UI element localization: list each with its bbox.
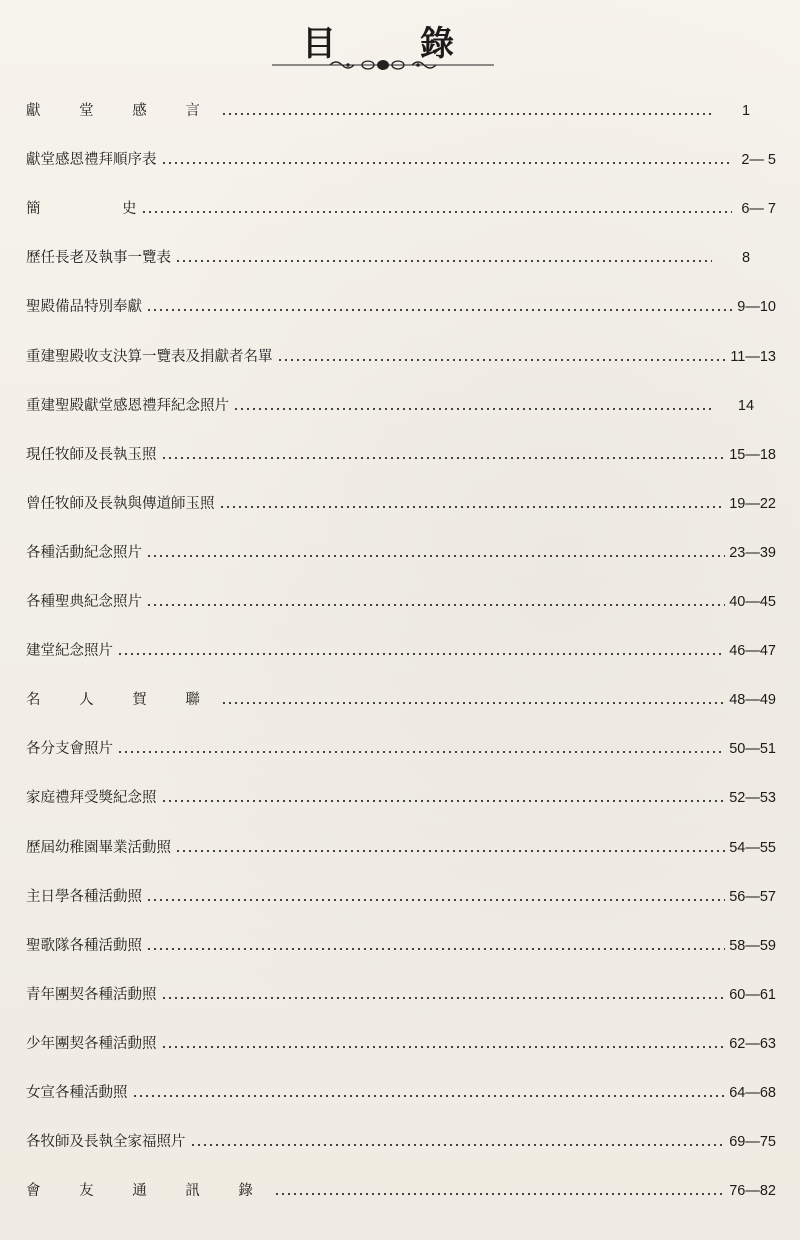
toc-leader-dots — [161, 799, 726, 803]
toc-leader-dots — [221, 701, 725, 705]
toc-leader-dots — [146, 898, 725, 902]
toc-entry-pages: 56—57 — [729, 888, 776, 905]
toc-entry-title: 會 友 通 訊 錄 — [26, 1183, 270, 1200]
toc-leader-dots — [190, 1143, 726, 1147]
toc-entry-title: 聖殿備品特別奉獻 — [26, 299, 142, 316]
toc-entry-pages: 19—22 — [729, 495, 776, 512]
toc-entry-title: 少年團契各種活動照 — [26, 1035, 157, 1052]
toc-entry-title — [26, 196, 137, 222]
toc-entry-title-part: 簡 — [26, 201, 41, 218]
toc-entry-title: 曾任牧師及長執與傳道師玉照 — [26, 495, 215, 512]
toc-entry — [26, 982, 776, 1008]
toc-entry-pages: 11—13 — [730, 348, 776, 365]
toc-leader-dots — [146, 603, 725, 607]
toc-entry-pages: 62—63 — [729, 1035, 776, 1052]
toc-leader-dots — [161, 456, 726, 460]
toc-entry — [26, 736, 776, 762]
toc-entry — [26, 785, 776, 811]
toc-leader-dots — [175, 849, 725, 853]
toc-entry — [26, 294, 776, 320]
title-char-right: 錄 — [420, 24, 454, 64]
toc-entry-pages: 6— 7 — [741, 201, 776, 218]
toc-leader-dots — [175, 259, 712, 263]
toc-entry-title: 各種聖典紀念照片 — [26, 594, 142, 610]
toc-entry-title: 女宣各種活動照 — [26, 1085, 128, 1101]
toc-entry — [26, 245, 776, 271]
toc-entry — [26, 687, 776, 713]
toc-entry — [26, 147, 776, 173]
toc-entry — [26, 638, 776, 664]
toc-entry — [26, 933, 776, 959]
toc-entry-pages: 23—39 — [729, 544, 776, 561]
toc-entry-pages: 64—68 — [729, 1085, 776, 1101]
toc-leader-dots — [219, 505, 726, 509]
toc-entry — [26, 344, 776, 370]
toc-entry-title: 青年團契各種活動照 — [26, 986, 157, 1003]
toc-leader-dots — [277, 358, 727, 362]
title-ornament-divider — [272, 58, 494, 72]
toc-entry-title: 現任牧師及長執玉照 — [26, 446, 157, 463]
toc-entry — [26, 1178, 776, 1204]
toc-entry-title: 重建聖殿收支決算一覽表及捐獻者名單 — [26, 348, 273, 365]
toc-entry-pages: 9—10 — [737, 299, 776, 316]
toc-entry-pages: 52—53 — [729, 790, 776, 807]
toc-entry — [26, 835, 776, 861]
toc-entry-pages: 14 — [737, 397, 755, 414]
toc-entry — [26, 442, 776, 468]
toc-entry-pages: 48—49 — [729, 692, 776, 709]
toc-entry-title: 各種活動紀念照片 — [26, 544, 142, 561]
toc-leader-dots — [274, 1192, 725, 1196]
toc-entry — [26, 1031, 776, 1057]
toc-entry-title: 獻 堂 感 言 — [26, 103, 217, 119]
toc-entry-title: 名 人 賀 聯 — [26, 692, 217, 709]
toc-entry-title: 聖歌隊各種活動照 — [26, 937, 142, 954]
toc-leader-dots — [117, 652, 725, 656]
toc-entry-title: 各分支會照片 — [26, 741, 113, 758]
toc-entry-pages: 76—82 — [729, 1183, 776, 1200]
toc-entry-pages: 58—59 — [729, 937, 776, 954]
toc-entry-pages: 40—45 — [729, 594, 776, 610]
toc-entry — [26, 884, 776, 910]
toc-entry-pages: 8 — [741, 250, 751, 267]
toc-entry-pages: 46—47 — [729, 643, 776, 660]
toc-entry-title: 主日學各種活動照 — [26, 888, 142, 905]
toc-entry — [26, 540, 776, 566]
title-char-left: 目 — [302, 24, 336, 64]
toc-leader-dots — [141, 210, 733, 214]
toc-leader-dots — [117, 750, 725, 754]
toc-entry — [26, 1129, 776, 1155]
toc-entry — [26, 98, 776, 124]
toc-entry — [26, 196, 776, 222]
toc-entry — [26, 491, 776, 517]
toc-leader-dots — [161, 1045, 726, 1049]
toc-entry-title: 重建聖殿獻堂感恩禮拜紀念照片 — [26, 397, 229, 414]
toc-leader-dots — [221, 112, 712, 116]
toc-leader-dots — [161, 996, 726, 1000]
toc-leader-dots — [132, 1094, 726, 1098]
toc-entry-pages: 69—75 — [729, 1134, 776, 1151]
toc-entry-pages: 50—51 — [729, 741, 776, 758]
toc-entry-title: 建堂紀念照片 — [26, 643, 113, 660]
toc-entry-pages: 54—55 — [729, 839, 776, 856]
toc-entry — [26, 589, 776, 615]
toc-entry-pages: 1 — [741, 103, 751, 119]
toc-entry-title: 歷屆幼稚園畢業活動照 — [26, 839, 171, 856]
toc-entry — [26, 1080, 776, 1106]
toc-entry-title: 獻堂感恩禮拜順序表 — [26, 152, 157, 169]
toc-entry-title: 家庭禮拜受獎紀念照 — [26, 790, 157, 807]
toc-entry-title: 各牧師及長執全家福照片 — [26, 1134, 186, 1151]
toc-leader-dots — [233, 407, 712, 411]
toc-entry — [26, 393, 776, 419]
toc-leader-dots — [161, 161, 733, 165]
toc-entry-pages: 15—18 — [729, 446, 776, 463]
toc-leader-dots — [146, 947, 725, 951]
toc-leader-dots — [146, 554, 725, 558]
toc-entry-title-part: 史 — [122, 201, 137, 218]
toc-entry-pages: 60—61 — [729, 986, 776, 1003]
toc-entry-pages: 2— 5 — [741, 152, 776, 169]
toc-leader-dots — [146, 308, 732, 312]
toc-entry-title: 歷任長老及執事一覽表 — [26, 250, 171, 267]
